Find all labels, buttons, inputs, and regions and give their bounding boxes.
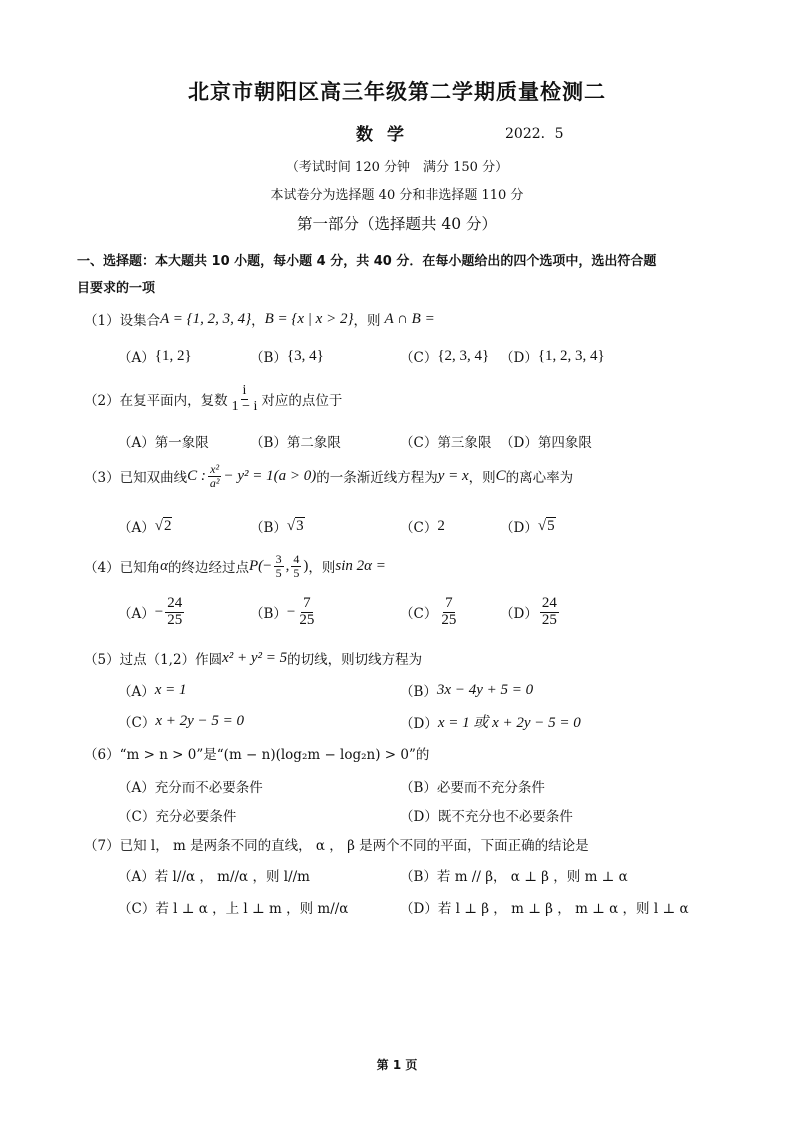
q6-option-c bbox=[118, 805, 236, 825]
question-text: 的切线，则切线方程为 bbox=[287, 652, 423, 668]
q5-option-d bbox=[400, 711, 581, 732]
option-value: 若 l//α ， m//α ，则 l//m bbox=[154, 869, 310, 885]
option-label: （A） bbox=[118, 780, 155, 796]
question-text: “m > n > 0”是“(m − n)(log₂m − log₂n) > 0”的 bbox=[119, 747, 430, 763]
separator: ， bbox=[251, 313, 265, 329]
q3-option-c bbox=[400, 516, 445, 536]
sqrt-symbol: √5 bbox=[537, 517, 555, 534]
option-value: x = 1 bbox=[154, 681, 187, 698]
q5-option-c bbox=[118, 711, 244, 731]
q3-option-b bbox=[250, 516, 305, 536]
sqrt-symbol: √3 bbox=[286, 517, 304, 534]
question-text: 过点（1,2）作圆 bbox=[119, 652, 223, 668]
q4-option-d bbox=[500, 596, 561, 629]
q7-option-a bbox=[118, 865, 310, 885]
option-label: （C） bbox=[118, 901, 156, 917]
fraction-numerator: i bbox=[242, 383, 247, 398]
question-number: （3） bbox=[84, 470, 120, 487]
question-number: （4） bbox=[84, 560, 120, 577]
option-fraction bbox=[297, 596, 316, 629]
q2-option-b bbox=[250, 431, 341, 451]
q1-option-d bbox=[500, 346, 605, 366]
fraction-denominator: 25 bbox=[167, 611, 183, 628]
option-label: （A） bbox=[118, 520, 155, 536]
fraction-denominator: 1 − i bbox=[231, 398, 258, 414]
q7-option-c bbox=[118, 897, 348, 917]
circle-equation: x² + y² = 5 bbox=[222, 649, 288, 666]
question-text: 已知 l， m 是两条不同的直线， α ， β 是两个不同的平面，下面正确的结论是 bbox=[119, 838, 589, 854]
q6-option-d bbox=[400, 805, 573, 825]
question-5 bbox=[84, 648, 422, 668]
intersection: A ∩ B = bbox=[384, 310, 435, 327]
option-value: 第四象限 bbox=[537, 435, 592, 451]
option-value: {3, 4} bbox=[286, 347, 324, 364]
question-text: 对应的点位于 bbox=[261, 393, 343, 410]
question-text: ，则 bbox=[308, 560, 336, 577]
option-value: 必要而不充分条件 bbox=[436, 780, 545, 796]
q2-option-c bbox=[400, 431, 491, 451]
question-text: 的离心率为 bbox=[505, 470, 574, 487]
option-label: （D） bbox=[500, 350, 538, 366]
comma: , bbox=[285, 557, 290, 574]
option-value: 充分而不必要条件 bbox=[154, 780, 263, 796]
q4-option-c bbox=[400, 596, 460, 629]
option-value: {2, 3, 4} bbox=[437, 347, 490, 364]
q7-option-d bbox=[400, 897, 689, 917]
question-number: （2） bbox=[84, 393, 120, 410]
exam-time-info: （考试时间 120 分钟 满分 150 分） bbox=[285, 160, 509, 175]
question-4 bbox=[84, 553, 386, 579]
question-text: 设集合 bbox=[119, 313, 161, 329]
question-text: ，则 bbox=[353, 313, 381, 329]
sqrt-symbol: √2 bbox=[154, 517, 172, 534]
option-fraction bbox=[165, 596, 184, 629]
q5-option-b bbox=[400, 680, 533, 700]
q2-option-a bbox=[118, 431, 209, 451]
fraction-denominator: 25 bbox=[541, 611, 557, 628]
q6-option-a bbox=[118, 776, 263, 796]
option-value: 若 m // β， α ⊥ β ，则 m ⊥ α bbox=[436, 869, 628, 885]
fraction-numerator: x² bbox=[210, 462, 220, 476]
option-label: （D） bbox=[500, 520, 538, 536]
option-value: x = 1 或 x + 2y − 5 = 0 bbox=[437, 715, 581, 731]
question-text: 已知角 bbox=[119, 560, 161, 577]
question-1 bbox=[84, 309, 435, 329]
question-text: 的一条渐近线方程为 bbox=[316, 470, 438, 487]
question-number: （5） bbox=[84, 652, 120, 668]
curve-variable: C bbox=[495, 467, 506, 484]
point-x-fraction bbox=[274, 553, 284, 579]
option-label: （C） bbox=[400, 435, 438, 451]
option-label: （B） bbox=[400, 684, 437, 700]
question-3 bbox=[84, 463, 573, 489]
fraction-denominator: 25 bbox=[441, 611, 457, 628]
option-value: 3x − 4y + 5 = 0 bbox=[436, 681, 534, 698]
option-label: （C） bbox=[400, 520, 438, 536]
q1-option-c bbox=[400, 346, 489, 366]
exam-date: 2022．5 bbox=[505, 126, 564, 142]
option-label: （D） bbox=[400, 715, 438, 732]
option-label: （A） bbox=[118, 684, 155, 700]
point-y-fraction bbox=[291, 553, 301, 579]
option-label: （D） bbox=[500, 606, 538, 623]
option-value: 第一象限 bbox=[154, 435, 209, 451]
question-text: 已知双曲线 bbox=[119, 470, 188, 487]
option-label: （C） bbox=[400, 606, 438, 623]
question-text: ，则 bbox=[468, 470, 496, 487]
angle-alpha: α bbox=[160, 557, 168, 574]
option-value: 2 bbox=[437, 517, 445, 534]
hyperbola-equation-rest: − y² = 1(a > 0) bbox=[223, 467, 317, 484]
option-label: （B） bbox=[250, 606, 287, 623]
option-fraction bbox=[439, 596, 458, 629]
option-label: （B） bbox=[400, 869, 437, 885]
option-label: （A） bbox=[118, 606, 155, 623]
option-fraction bbox=[540, 596, 559, 629]
option-value: 既不充分也不必要条件 bbox=[437, 809, 573, 825]
asymptote: y = x bbox=[437, 467, 469, 484]
q1-option-b bbox=[250, 346, 324, 366]
option-value: 3 bbox=[296, 517, 304, 534]
fraction-denominator: 5 bbox=[275, 565, 282, 580]
option-value: x + 2y − 5 = 0 bbox=[155, 712, 245, 729]
option-label: （B） bbox=[400, 780, 437, 796]
question-6 bbox=[84, 743, 429, 763]
page-number: 第 1 页 bbox=[376, 1058, 418, 1072]
option-label: （D） bbox=[400, 901, 438, 917]
option-label: （D） bbox=[500, 435, 538, 451]
option-value: {1, 2, 3, 4} bbox=[537, 347, 605, 364]
q2-option-d bbox=[500, 431, 592, 451]
option-label: （A） bbox=[118, 435, 155, 451]
q5-option-a bbox=[118, 680, 187, 700]
fraction-numerator: 4 bbox=[293, 552, 300, 566]
fraction-numerator: 7 bbox=[303, 595, 311, 611]
point-label: P( bbox=[248, 557, 264, 574]
option-label: （C） bbox=[400, 350, 438, 366]
option-value: {1, 2} bbox=[154, 347, 192, 364]
fraction-denominator: 25 bbox=[299, 611, 315, 628]
score-split-info: 本试卷分为选择题 40 分和非选择题 110 分 bbox=[270, 188, 524, 203]
option-value: 若 l ⊥ β ， m ⊥ β ， m ⊥ α ，则 l ⊥ α bbox=[437, 901, 689, 917]
option-label: （A） bbox=[118, 350, 155, 366]
section-instructions-line1: 一、选择题：本大题共 10 小题，每小题 4 分，共 40 分．在每小题给出的四个选项中，选出符合题 bbox=[77, 254, 657, 269]
fraction-numerator: 7 bbox=[445, 595, 453, 611]
option-value: 第二象限 bbox=[286, 435, 341, 451]
q1-option-a bbox=[118, 346, 192, 366]
section-instructions-line2: 目要求的一项 bbox=[77, 281, 156, 296]
question-7 bbox=[84, 834, 589, 854]
option-value: 5 bbox=[547, 517, 555, 534]
hyperbola-fraction bbox=[208, 463, 222, 489]
question-text: 的终边经过点 bbox=[167, 560, 249, 577]
curve-name: C : bbox=[187, 467, 206, 484]
option-value: 2 bbox=[163, 517, 172, 534]
minus-sign: − bbox=[263, 557, 272, 574]
q7-option-b bbox=[400, 865, 628, 885]
part-title: 第一部分（选择题共 40 分） bbox=[296, 215, 498, 233]
exam-title: 北京市朝阳区高三年级第二学期质量检测二 bbox=[188, 80, 606, 104]
option-value: 若 l ⊥ α ，上 l ⊥ m ，则 m//α bbox=[155, 901, 349, 917]
question-number: （1） bbox=[84, 313, 120, 329]
question-text: 在复平面内，复数 bbox=[119, 393, 228, 410]
option-value: 第三象限 bbox=[437, 435, 492, 451]
fraction-numerator: 3 bbox=[275, 552, 282, 566]
option-label: （C） bbox=[118, 809, 156, 825]
subject-label: 数学 bbox=[356, 125, 418, 145]
option-label: （A） bbox=[118, 869, 155, 885]
question-number: （7） bbox=[84, 838, 120, 854]
fraction-numerator: 24 bbox=[541, 595, 557, 611]
sin-expression: sin 2α = bbox=[335, 557, 386, 574]
fraction-denominator: a² bbox=[209, 475, 220, 490]
option-value: 充分必要条件 bbox=[155, 809, 237, 825]
complex-fraction bbox=[230, 384, 260, 414]
question-number: （6） bbox=[84, 747, 120, 763]
q3-option-a bbox=[118, 516, 172, 536]
set-a: A = {1, 2, 3, 4} bbox=[160, 310, 252, 327]
close-paren: ) bbox=[303, 557, 309, 574]
q6-option-b bbox=[400, 776, 545, 796]
q3-option-d bbox=[500, 516, 556, 536]
fraction-numerator: 24 bbox=[167, 595, 183, 611]
set-b: B = {x | x > 2} bbox=[264, 310, 354, 327]
question-2 bbox=[84, 384, 342, 414]
fraction-denominator: 5 bbox=[293, 565, 300, 580]
option-label: （B） bbox=[250, 520, 287, 536]
q4-option-b bbox=[250, 596, 318, 629]
option-label: （D） bbox=[400, 809, 438, 825]
option-label: （C） bbox=[118, 715, 156, 731]
option-sign: − bbox=[286, 603, 296, 620]
option-sign: − bbox=[154, 603, 164, 620]
option-label: （B） bbox=[250, 350, 287, 366]
q4-option-a bbox=[118, 596, 186, 629]
option-label: （B） bbox=[250, 435, 287, 451]
